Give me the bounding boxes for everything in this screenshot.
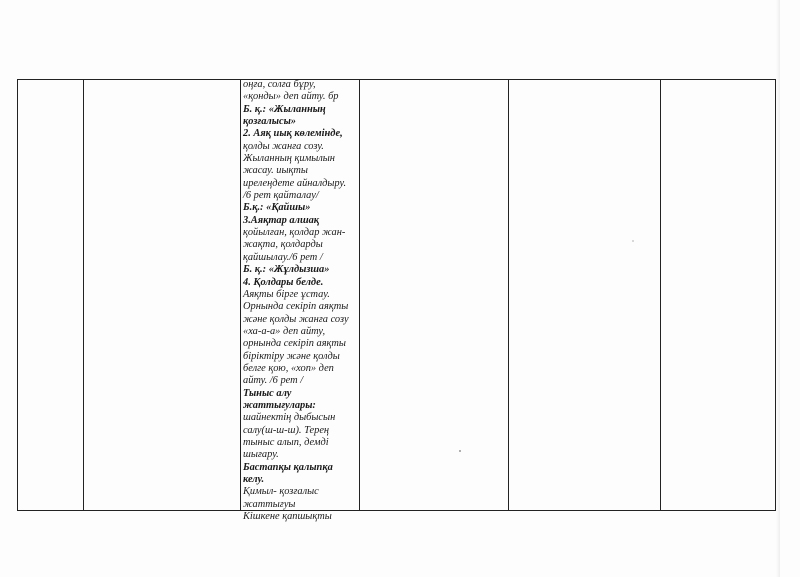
lesson-text-line: Кішкене қапшықты [243, 511, 332, 523]
lesson-text-line: Б. қ.: «Жұлдызша» [243, 264, 330, 276]
lesson-text-line: біріктіру және қолды [243, 350, 340, 362]
lesson-text-line: Қимыл- қозғалыс [243, 486, 319, 498]
lesson-text-line: орнында секіріп аяқты [243, 338, 346, 350]
lesson-text-line: жақта, қолдарды [243, 239, 323, 251]
lesson-text-line: жаттығуы [243, 498, 296, 510]
lesson-text-line: жасау. иықты [243, 165, 308, 177]
lesson-text-line: тыныс алып, демді [243, 436, 329, 448]
scan-speck [632, 240, 634, 242]
lesson-text-line: Тыныс алу [243, 387, 292, 399]
column-divider-1 [83, 80, 84, 510]
lesson-text-line: және қолды жанға созу [243, 313, 349, 325]
lesson-text-line: жаттығулары: [243, 399, 316, 411]
lesson-text-line: оңға, солға бұру, [243, 79, 316, 90]
lesson-text-line: Б. қ.: «Жыланның [243, 103, 326, 115]
lesson-text-line: Орнында секіріп аяқты [243, 301, 349, 313]
lesson-text-line: қойылған, қолдар жан- [243, 227, 346, 239]
lesson-text-line: /6 рет қайталау/ [243, 190, 319, 202]
lesson-text-line: «қонды» деп айту. бр [243, 91, 339, 103]
lesson-text-line: Жыланның қимылын [243, 153, 335, 165]
lesson-text-line: қайшылау./6 рет / [243, 251, 323, 263]
scan-edge-shadow [776, 0, 780, 577]
lesson-text-line: Аяқты бірге ұстау. [243, 288, 330, 300]
lesson-text-line: айту. /6 рет / [243, 375, 304, 387]
column-divider-4 [508, 80, 509, 510]
lesson-text-line: салу(ш-ш-ш). Терең [243, 424, 330, 436]
lesson-text-line: қозғалысы» [243, 116, 296, 128]
lesson-text-line: қолды жанға созу. [243, 140, 324, 152]
lesson-text-line: ирелеңдете айналдыру. [243, 177, 347, 189]
lesson-text-line: Бастапқы қалыпқа [243, 461, 333, 473]
lesson-text-line: белге қою, «хоп» деп [243, 362, 334, 374]
lesson-content-cell [243, 79, 358, 523]
lesson-text-line: 4. Қолдары белде. [243, 276, 324, 288]
lesson-text-line: «ха-а-а» деп айту, [243, 325, 326, 337]
scan-speck [459, 450, 461, 452]
lesson-text-line: 3.Аяқтар алшақ [243, 214, 320, 226]
lesson-text-line: 2. Аяқ иық көлемінде, [243, 128, 343, 140]
lesson-text-line: шығару. [243, 449, 279, 461]
lesson-text-line: шайнектің дыбысын [243, 412, 336, 424]
column-divider-5 [660, 80, 661, 510]
column-divider-3 [359, 80, 360, 510]
lesson-text-line: Б.қ.: «Қайшы» [243, 202, 311, 214]
lesson-text-line: келу. [243, 474, 265, 485]
column-divider-2 [240, 80, 241, 510]
schedule-table [17, 79, 776, 511]
